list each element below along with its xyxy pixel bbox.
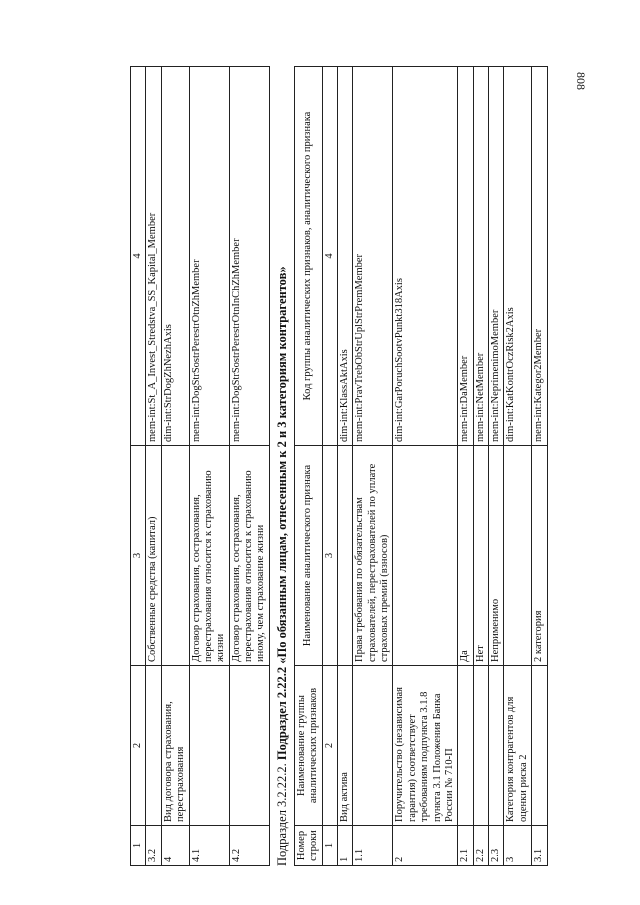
attribute-code: mem-int:NetMember — [473, 67, 488, 446]
attribute-name: Договор страхования, сострахования, перестрахования относится к страхованию иному, чем страхование жизни — [229, 446, 269, 666]
table-row — [504, 67, 532, 866]
attribute-name: Права требования по обязательствам страхователей, перестрахователей по уплате страховых премий (взносов) — [353, 446, 393, 666]
attribute-name — [337, 446, 352, 666]
attribute-name — [504, 446, 532, 666]
column-number: 2 — [322, 666, 337, 826]
attribute-code: mem-int:Kategor2Member — [532, 67, 547, 446]
column-number: 1 — [131, 826, 146, 866]
table-row — [189, 67, 229, 866]
attribute-name: Договор страхования, сострахования, перестрахования относится к страхованию жизни — [189, 446, 229, 666]
continued-table — [130, 66, 270, 866]
group-name — [458, 666, 473, 826]
group-name: Категория контрагентов для оценки риска 2 — [504, 666, 532, 826]
column-number-row — [322, 67, 337, 866]
column-header: Наименование аналитического признака — [294, 446, 322, 666]
column-number: 3 — [322, 446, 337, 666]
row-number: 4 — [161, 826, 189, 866]
table-row — [489, 67, 504, 866]
row-number: 4.2 — [229, 826, 269, 866]
table-row — [146, 67, 161, 866]
group-name: Вид актива — [337, 666, 352, 826]
table-row — [458, 67, 473, 866]
column-number: 4 — [131, 67, 146, 446]
group-name: Поручительство (независимая гарантия) соответствует требованиям подпункта 3.1.8 пункта 3.1 Положения Банка России № 710-П — [393, 666, 458, 826]
table-row — [337, 67, 352, 866]
group-name: Вид договора страхования, перестрахования — [161, 666, 189, 826]
attribute-code: mem-int:PravTrebObStrUplStrPremMember — [353, 67, 393, 446]
row-number: 1.1 — [353, 826, 393, 866]
attribute-name: Неприменимо — [489, 446, 504, 666]
row-number: 4.1 — [189, 826, 229, 866]
group-name — [353, 666, 393, 826]
column-header: Код группы аналитических признаков, аналитического признака — [294, 67, 322, 446]
attribute-code: mem-int:DogStrSostrPerestrOtnInChZhMember — [229, 67, 269, 446]
row-number: 3 — [504, 826, 532, 866]
table-row — [229, 67, 269, 866]
table-row — [473, 67, 488, 866]
group-name — [473, 666, 488, 826]
column-number: 1 — [322, 826, 337, 866]
row-number: 3.1 — [532, 826, 547, 866]
table-row — [161, 67, 189, 866]
attribute-code: mem-int:St_A_Invest_Stredstva_SS_Kapital_Member — [146, 67, 161, 446]
row-number: 2.2 — [473, 826, 488, 866]
attribute-name: Нет — [473, 446, 488, 666]
attribute-name: Да — [458, 446, 473, 666]
group-name — [532, 666, 547, 826]
attribute-name — [161, 446, 189, 666]
attribute-code: dim-int:KlassAktAxis — [337, 67, 352, 446]
row-number: 3.2 — [146, 826, 161, 866]
row-number: 2 — [393, 826, 458, 866]
column-header: Наименование группы аналитических признаков — [294, 666, 322, 826]
table-row — [393, 67, 458, 866]
column-header: Номер строки — [294, 826, 322, 866]
column-number: 3 — [131, 446, 146, 666]
attribute-code: dim-int:StrDogZhNezhAxis — [161, 67, 189, 446]
table-row — [532, 67, 547, 866]
group-name — [146, 666, 161, 826]
group-name — [489, 666, 504, 826]
row-number: 2.3 — [489, 826, 504, 866]
table-header-row — [294, 67, 322, 866]
attribute-code: mem-int:DogStrSostrPerestrOtnZhMember — [189, 67, 229, 446]
attribute-code: dim-int:KatKontrOczRisk2Axis — [504, 67, 532, 446]
table-header-row — [131, 67, 146, 866]
attribute-code: dim-int:GarPoruchSootvPunkt318Axis — [393, 67, 458, 446]
attribute-code: mem-int:NeprimenimoMember — [489, 67, 504, 446]
attribute-name: 2 категория — [532, 446, 547, 666]
section-title: Подраздел 2.22.2 «По обязанным лицам, отнесенным к 2 и 3 категориям контрагентов» — [274, 266, 289, 761]
attribute-name — [393, 446, 458, 666]
page-number: 808 — [574, 72, 588, 90]
analytic-attributes-table — [294, 66, 548, 866]
group-name — [189, 666, 229, 826]
group-name — [229, 666, 269, 826]
column-number: 2 — [131, 666, 146, 826]
row-number: 2.1 — [458, 826, 473, 866]
section-prefix: Подраздел 3.2.22.2. — [274, 763, 289, 866]
rotated-page-content — [130, 66, 610, 866]
column-number: 4 — [322, 67, 337, 446]
attribute-code: mem-int:DaMember — [458, 67, 473, 446]
attribute-name: Собственные средства (капитал) — [146, 446, 161, 666]
table-row — [353, 67, 393, 866]
row-number: 1 — [337, 826, 352, 866]
section-heading — [270, 66, 294, 866]
